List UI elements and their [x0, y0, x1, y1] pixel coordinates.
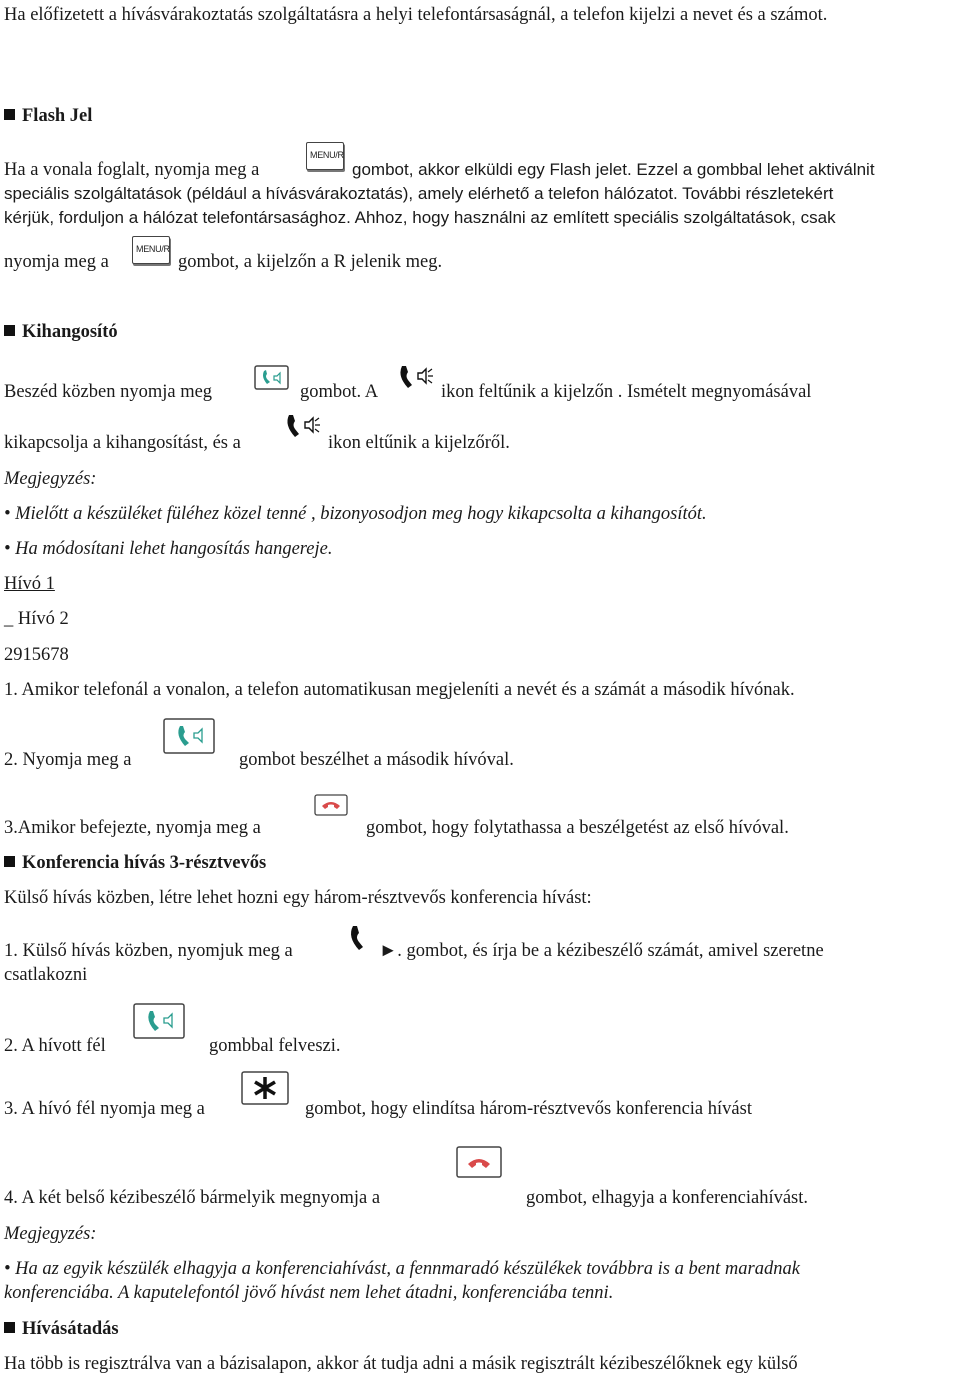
end-call-button-icon-2 — [456, 1146, 504, 1180]
bullet-square-icon — [4, 1322, 15, 1333]
end-call-button-icon — [314, 794, 350, 818]
menu-r-button-icon-2 — [132, 236, 170, 264]
flash-line-1b: gombot, akkor elküldi egy Flash jelet. Ezzel a gombbal lehet aktiválnit — [352, 160, 875, 179]
heading-text: Kihangosító — [22, 322, 118, 342]
caller-1-label: Hívó 1 — [4, 574, 55, 594]
waiting-step-3b: gombot, hogy folytathassa a beszélgetést az első hívóval. — [366, 818, 789, 838]
menu-label: MENU/R — [310, 150, 344, 160]
flash-line-4b: gombot, a kijelzőn a R jelenik meg. — [178, 252, 443, 272]
conference-step-3a: 3. A hívó fél nyomja meg a — [4, 1099, 205, 1119]
talk-button-icon — [163, 718, 217, 756]
flash-line-2: speciális szolgáltatások (például a hívásvárakoztatás), amely elérhető a telefon hálózatot. További részletekért — [4, 184, 834, 203]
section-heading-conference — [4, 852, 266, 874]
note-label-2: Megjegyzés: — [4, 1224, 97, 1244]
note-bullet-2: • Ha módosítani lehet hangosítás hangereje. — [4, 539, 333, 559]
speaker-line-1b: gombot. A — [300, 382, 379, 402]
heading-text: Flash Jel — [22, 106, 93, 126]
intro-paragraph: Ha előfizetett a hívásvárakoztatás szolgáltatásra a helyi telefontársaságnál, a telefon kijelzi a nevet és a számot. — [4, 5, 828, 25]
conference-step-2b: gombbal felveszi. — [209, 1036, 341, 1056]
heading-text: Konferencia hívás 3-résztvevős — [22, 853, 267, 873]
waiting-step-2a: 2. Nyomja meg a — [4, 750, 132, 770]
bullet-square-icon — [4, 856, 15, 867]
note-line-2: konferenciába. A kaputelefontól jövő hívást nem lehet átadni, konferenciába tenni. — [4, 1283, 614, 1303]
speaker-line-1a: Beszéd közben nyomja meg — [4, 382, 213, 402]
handset-speaker-icon-2 — [283, 409, 323, 441]
section-heading-flash — [4, 105, 92, 127]
menu-r-button-icon — [306, 142, 344, 170]
conference-step-2a: 2. A hívott fél — [4, 1036, 106, 1056]
bullet-square-icon — [4, 325, 15, 336]
speaker-line-2b: ikon eltűnik a kijelzőről. — [328, 433, 510, 453]
caller-2-label: _ Hívó 2 — [4, 609, 69, 629]
waiting-step-3a: 3.Amikor befejezte, nyomja meg a — [4, 818, 261, 838]
note-bullet-1: • Mielőtt a készüléket füléhez közel tenné , bizonyosodjon meg hogy kikapcsolta a kihangosítót. — [4, 504, 707, 524]
conference-step-1a: 1. Külső hívás közben, nyomjuk meg a — [4, 941, 293, 961]
conference-intro: Külső hívás közben, létre lehet hozni egy három-résztvevős konferencia hívást: — [4, 888, 592, 908]
section-heading-speaker — [4, 321, 118, 343]
flash-line-1a: Ha a vonala foglalt, nyomja meg a — [4, 160, 260, 180]
flash-line-4a: nyomja meg a — [4, 252, 109, 272]
star-button-icon — [241, 1071, 291, 1107]
speaker-line-1c: ikon feltűnik a kijelzőn . Ismételt megnyomásával — [441, 382, 812, 402]
caller-number: 2915678 — [4, 645, 69, 665]
handset-speaker-icon — [396, 360, 436, 392]
heading-text: Hívásátadás — [22, 1319, 119, 1339]
conference-step-1c: csatlakozni — [4, 965, 88, 985]
menu-label-2: MENU/R — [136, 244, 170, 254]
conference-step-3b: gombot, hogy elindítsa három-résztvevős konferencia hívást — [305, 1099, 752, 1119]
handset-icon — [345, 922, 375, 954]
flash-line-3: kérjük, forduljon a hálózat telefontársasághoz. Ahhoz, hogy használni az említett speciális szolgáltatások, csak — [4, 208, 836, 227]
bullet-square-icon — [4, 109, 15, 120]
section-heading-transfer — [4, 1318, 119, 1340]
conference-step-1b: ►. gombot, és írja be a kézibeszélő számát, amivel szeretne — [379, 941, 824, 961]
note-label: Megjegyzés: — [4, 469, 97, 489]
talk-button-icon-2 — [133, 1003, 187, 1041]
speakerphone-button-icon — [254, 365, 290, 391]
transfer-line-1: Ha több is regisztrálva van a bázisalapon, akkor át tudja adni a másik regisztrált kézibeszélőknek egy külső — [4, 1354, 798, 1374]
waiting-step-2b: gombot beszélhet a második hívóval. — [239, 750, 514, 770]
waiting-step-1: 1. Amikor telefonál a vonalon, a telefon automatikusan megjeleníti a nevét és a számát a második hívónak. — [4, 680, 795, 700]
conference-step-4b: gombot, elhagyja a konferenciahívást. — [526, 1188, 809, 1208]
note-line-1: • Ha az egyik készülék elhagyja a konferenciahívást, a fennmaradó készülékek továbbra is a bent maradnak — [4, 1259, 800, 1279]
conference-step-4a: 4. A két belső kézibeszélő bármelyik megnyomja a — [4, 1188, 381, 1208]
speaker-line-2a: kikapcsolja a kihangosítást, és a — [4, 433, 241, 453]
